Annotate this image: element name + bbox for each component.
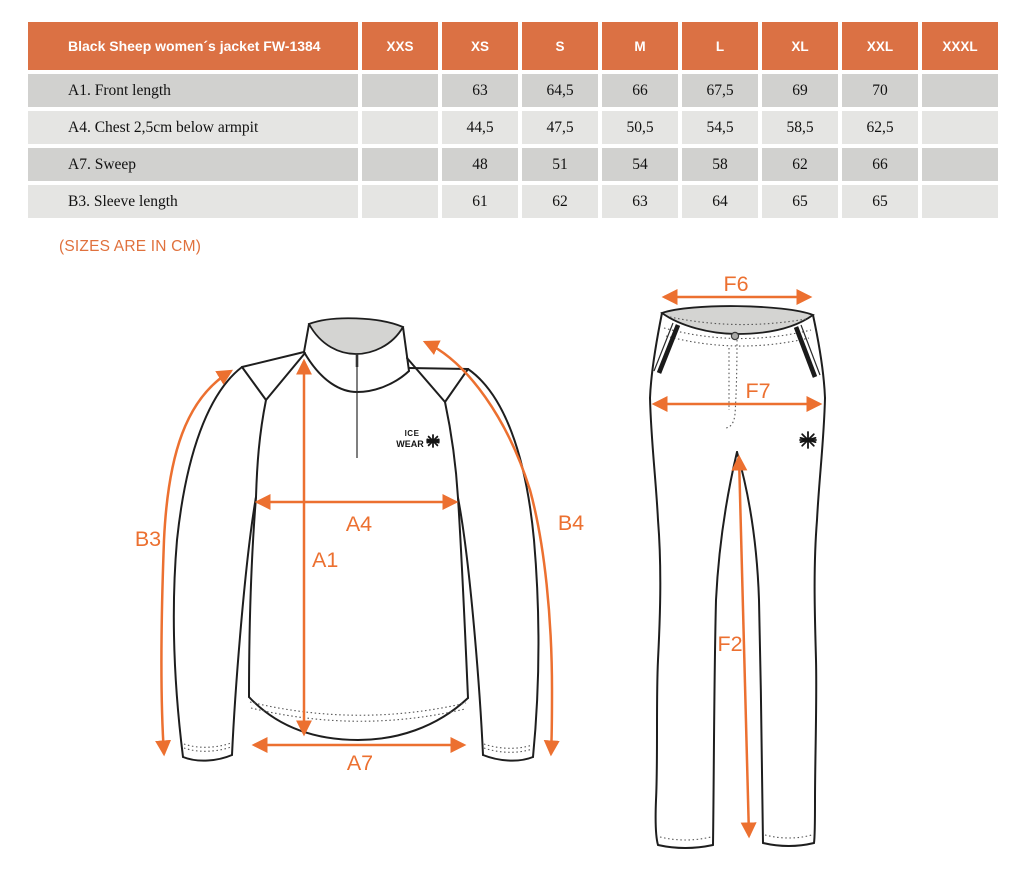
value-cell [362,111,438,144]
fly-stitch [726,340,737,428]
row-label: A1. Front length [28,74,358,107]
b4-label: B4 [557,511,585,535]
size-header-xxl: XXL [842,22,918,70]
size-header-xl: XL [762,22,838,70]
value-cell: 64,5 [522,74,598,107]
waist-button [731,332,738,339]
right-shoulder-seam [409,368,468,369]
left-leg-hem [658,845,713,848]
value-cell [922,185,998,218]
left-body-seam [249,497,256,697]
row-label: A7. Sweep [28,148,358,181]
value-cell: 65 [842,185,918,218]
b3-label: B3 [134,527,162,551]
size-table [28,22,998,218]
value-cell: 64 [682,185,758,218]
sizes-note: (SIZES ARE IN CM) [59,238,202,255]
icewear-logo [396,429,439,449]
value-cell: 69 [762,74,838,107]
a1-label: A1 [312,548,339,572]
left-leg-outer [650,398,660,845]
value-cell: 70 [842,74,918,107]
value-cell: 63 [442,74,518,107]
value-cell: 58 [682,148,758,181]
value-cell: 47,5 [522,111,598,144]
value-cell: 54,5 [682,111,758,144]
size-header-xs: XS [442,22,518,70]
value-cell [362,74,438,107]
left-sleeve-outer [174,367,242,757]
right-leg-outer [814,398,825,843]
right-cuff-stitch [484,748,532,752]
right-hem-stitch [765,835,812,838]
right-hip-outer [813,315,825,398]
value-cell: 50,5 [602,111,678,144]
left-hem-stitch [660,837,711,840]
size-header-s: S [522,22,598,70]
size-header-m: M [602,22,678,70]
size-header-xxxl: XXXL [922,22,998,70]
value-cell: 62,5 [842,111,918,144]
right-raglan-seam [445,402,458,498]
left-pocket-opening [659,325,678,373]
left-cuff-stitch [184,747,231,751]
b3-arrow [161,371,231,754]
right-cuff-stitch [484,744,532,748]
icewear-logo-text-top: ICE [404,429,420,438]
value-cell: 66 [842,148,918,181]
value-cell: 58,5 [762,111,838,144]
snowflake-icon [427,435,439,447]
value-cell: 67,5 [682,74,758,107]
left-cuff-bottom [183,755,232,761]
b4-arrow [425,342,552,754]
value-cell [922,148,998,181]
value-cell [362,185,438,218]
body-hem [249,697,468,740]
right-pocket-opening [796,327,815,377]
a4-label: A4 [345,512,373,536]
value-cell: 48 [442,148,518,181]
value-cell: 66 [602,74,678,107]
snowflake-icon [800,432,816,448]
pants-drawing [650,272,825,848]
waist-inside [662,306,813,334]
value-cell: 62 [762,148,838,181]
right-leg-hem [763,843,814,846]
value-cell: 63 [602,185,678,218]
left-cuff-stitch [184,743,231,747]
table-title: Black Sheep women´s jacket FW-1384 [28,22,358,70]
value-cell: 51 [522,148,598,181]
value-cell: 62 [522,185,598,218]
collar-inside [309,318,403,354]
garment-diagrams [0,268,1027,888]
a7-label: A7 [346,751,374,775]
size-header-l: L [682,22,758,70]
hem-stitch [250,702,466,715]
value-cell: 61 [442,185,518,218]
f6-label: F6 [723,272,749,296]
size-header-xxs: XXS [362,22,438,70]
collar-right-edge [403,327,409,371]
value-cell: 65 [762,185,838,218]
value-cell [362,148,438,181]
value-cell [922,111,998,144]
value-cell [922,74,998,107]
icewear-logo-text-bottom: WEAR [396,439,424,449]
value-cell: 44,5 [442,111,518,144]
left-raglan-seam [256,400,266,497]
right-sleeve-inner [458,498,483,755]
row-label: B3. Sleeve length [28,185,358,218]
value-cell: 54 [602,148,678,181]
f2-label: F2 [717,632,743,656]
jacket-drawing [135,318,584,775]
hem-stitch [251,708,465,721]
f7-label: F7 [745,379,771,403]
collar-left-edge [304,324,309,352]
row-label: A4. Chest 2,5cm below armpit [28,111,358,144]
right-cuff-bottom [483,755,533,761]
